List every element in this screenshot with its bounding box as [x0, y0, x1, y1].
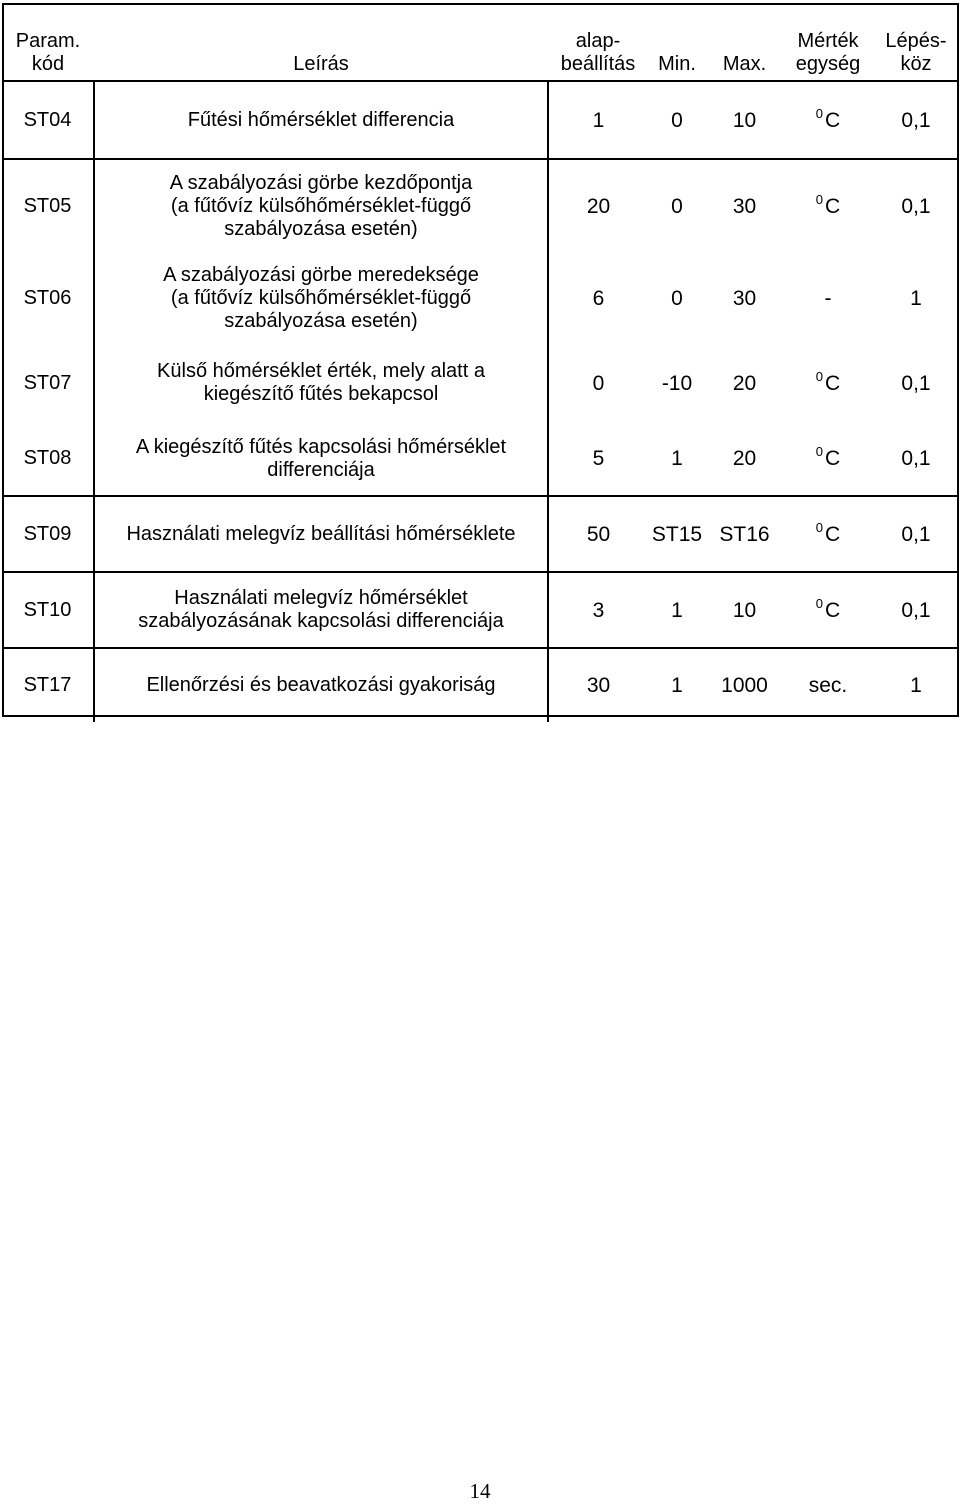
default-value-cell: 30	[548, 648, 648, 722]
description-line: szabályozása esetén)	[224, 309, 418, 332]
unit-label: sec.	[808, 674, 848, 697]
unit-label: C	[825, 598, 841, 622]
unit-cell	[783, 252, 873, 344]
table-row	[2, 572, 959, 648]
description-line: A kiegészítő fűtés kapcsolási hőmérséklet	[135, 435, 507, 458]
description-line: kiegészítő fűtés bekapcsol	[203, 383, 439, 405]
max-value-cell: 10	[706, 572, 783, 648]
parameter-table	[2, 3, 959, 722]
description-line: Használati melegvíz hőmérséklet	[174, 587, 468, 609]
unit-label: C	[825, 371, 841, 395]
description-line: Használati melegvíz beállítási hőmérséklete	[126, 522, 516, 545]
description-cell	[94, 572, 548, 648]
unit-cell	[783, 496, 873, 572]
table-row	[2, 252, 959, 344]
min-value-cell: 1	[648, 572, 706, 648]
default-value-cell: 3	[548, 572, 648, 648]
unit-superscript: 0	[815, 368, 824, 384]
param-code-cell: ST08	[2, 422, 94, 496]
step-value-cell: 0,1	[873, 81, 959, 159]
description-line: (a fűtővíz külsőhőmérséklet-függő	[170, 194, 472, 217]
header-code: Param. kód	[15, 30, 81, 75]
unit-superscript: 0	[815, 105, 824, 121]
max-value-cell: 20	[732, 447, 757, 470]
description-line: Ellenőrzési és beavatkozási gyakoriság	[146, 674, 496, 696]
table-body	[2, 81, 959, 722]
description-line: Külső hőmérséklet érték, mely alatt a	[157, 360, 485, 382]
description-line: (a fűtővíz külsőhőmérséklet-függő	[170, 286, 472, 309]
header-row	[2, 3, 959, 81]
description-line: szabályozása esetén)	[224, 217, 418, 240]
step-value-cell: 0,1	[873, 572, 959, 648]
table-row	[2, 648, 959, 722]
min-value-cell: ST15	[648, 496, 706, 572]
description-line: differenciája	[267, 458, 375, 481]
description-cell	[94, 344, 548, 422]
table-row	[2, 81, 959, 159]
unit-superscript: 0	[815, 191, 824, 207]
default-value-cell: 6	[592, 286, 605, 310]
max-value-cell: 20	[732, 371, 757, 395]
min-value-cell: 0	[648, 159, 706, 252]
description-cell	[94, 648, 548, 722]
description-line: A szabályozási görbe kezdőpontja	[169, 171, 473, 194]
step-value-cell: 0,1	[873, 496, 959, 572]
description-line: A szabályozási görbe meredeksége	[163, 263, 479, 286]
page-number: 14	[469, 1479, 491, 1503]
default-value-cell: 50	[548, 496, 648, 572]
header-unit: Mérték egység	[795, 30, 861, 75]
min-value-cell: 0	[648, 81, 706, 159]
min-value-cell: 0	[671, 286, 683, 310]
header-step: Lépés- köz	[885, 30, 947, 75]
step-value-cell: 0,1	[873, 159, 959, 252]
max-value-cell: 1000	[706, 648, 783, 722]
table-row	[2, 159, 959, 252]
table-row	[2, 422, 959, 496]
unit-label: C	[825, 447, 841, 470]
param-code-cell: ST04	[2, 81, 94, 159]
step-value-cell: 0,1	[901, 371, 931, 395]
description-line: szabályozásának kapcsolási differenciája	[138, 610, 504, 632]
default-value-cell: 5	[592, 447, 605, 470]
step-value-cell: 0,1	[901, 447, 931, 470]
description-cell	[94, 422, 548, 496]
unit-label: -	[824, 286, 832, 310]
unit-superscript: 0	[815, 519, 824, 535]
unit-cell	[783, 572, 873, 648]
min-value-cell: 1	[648, 648, 706, 722]
unit-superscript: 0	[815, 444, 824, 459]
header-min: Min.	[658, 53, 696, 75]
unit-label: C	[825, 194, 841, 218]
unit-label: C	[825, 108, 841, 132]
unit-cell	[783, 422, 873, 496]
min-value-cell: -10	[661, 371, 693, 395]
min-value-cell: 1	[671, 447, 683, 470]
unit-cell	[783, 159, 873, 252]
unit-cell	[783, 344, 873, 422]
param-code-cell: ST07	[2, 344, 94, 422]
unit-superscript: 0	[815, 595, 824, 611]
max-value-cell: 30	[706, 159, 783, 252]
param-code-cell: ST10	[2, 572, 94, 648]
max-value-cell: ST16	[706, 496, 783, 572]
parameter-table-wrapper	[2, 3, 959, 722]
default-value-cell: 1	[548, 81, 648, 159]
max-value-cell: 30	[732, 286, 757, 310]
description-cell	[94, 496, 548, 572]
param-code-cell: ST09	[2, 496, 94, 572]
param-code-cell: ST17	[2, 648, 94, 722]
max-value-cell: 10	[706, 81, 783, 159]
step-value-cell: 1	[873, 648, 959, 722]
header-default: alap- beállítás	[560, 30, 636, 75]
default-value-cell: 0	[592, 371, 605, 395]
unit-cell	[783, 648, 873, 722]
param-code-cell: ST05	[2, 159, 94, 252]
header-desc: Leírás	[293, 53, 349, 75]
table-row	[2, 496, 959, 572]
description-cell	[94, 81, 548, 159]
param-code-cell: ST06	[2, 252, 94, 344]
step-value-cell: 1	[910, 286, 922, 310]
description-cell	[94, 252, 548, 344]
unit-cell	[783, 81, 873, 159]
table-row	[2, 344, 959, 422]
unit-label: C	[825, 522, 841, 546]
description-line: Fűtési hőmérséklet differencia	[187, 108, 455, 131]
header-max: Max.	[722, 53, 767, 75]
default-value-cell: 20	[548, 159, 648, 252]
description-cell	[94, 159, 548, 252]
